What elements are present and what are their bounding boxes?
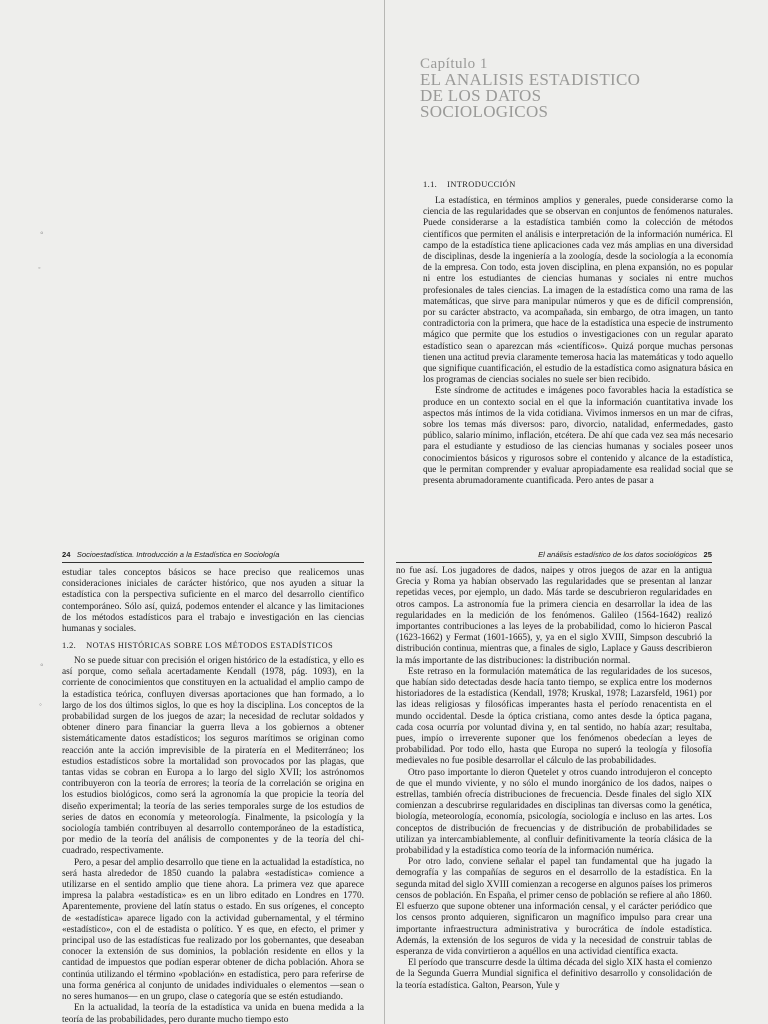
page-1 [420,0,768,512]
chapter-title: EL ANALISIS ESTADISTICO DE LOS DATOS SOCIOLOGICOS [420,70,641,121]
body-text [62,656,364,1024]
scan-speck: ◦ [39,700,42,709]
running-header [62,550,364,559]
section-number: 1.1. [423,180,438,189]
paragraph: Este retraso en la formulación matemática de las regularidades de los sucesos, que habían sido detectadas desde hacía tanto tiempo, se explica entre los modernos historiadores de la estadística (Kendall, 1978; Kruskal, 1978; Lazarsfeld, 1961) por las ideas religiosas y filosóficas imperantes hasta el período renacentista en el mundo occidental. Desde la óptica cristiana, como antes desde la óptica pagana, cada cosa ocurría por voluntad divina y, en tal sentido, no había azar; resultaba, pues, impío o irreverente suponer que los fenómenos obedecían a leyes de probabilidad. Por todo ello, hasta que Europa no superó la teología y filosofía medievales no fue posible desarrollar el cálculo de las probabilidades. [396,666,712,767]
paragraph: Por otro lado, conviene señalar el papel tan fundamental que ha jugado la demografía y las compañías de seguros en el desarrollo de la estadística. En la segunda mitad del siglo XVIII comienzan a recogerse en algunos países los primeros censos de población. En España, el primer censo de población se refiere al año 1860. El esfuerzo que supone obtener una información censal, y el carácter periódico que los censos pronto adquieren, significaron un magnífico impulso para crear una importante infraestructura administrativa y burocrática de índole estadística. Además, la extensión de los seguros de vida y la necesidad de construir tablas de esperanza de vida convirtieron a aquéllos en una actividad científica exacta. [396,857,712,957]
paragraph: El período que transcurre desde la última década del siglo XIX hasta el comienzo de la Segunda Guerra Mundial significa el definitivo desarrollo y consolidación de la teoría estadística. Galton, Pearson, Yule y [396,958,712,991]
scan-speck: ◦ [40,228,44,239]
body-text [423,196,733,487]
page-number: 25 [703,550,712,559]
paragraph: La estadística, en términos amplios y generales, puede considerarse como la ciencia de las regularidades que se observan en conjuntos de fenómenos naturales. Puede considerarse a la estadística también como la colección de métodos científicos que permiten el análisis e interpretación de la información numérica. El campo de la estadística tiene aplicaciones cada vez más amplias en una diversidad de disciplinas, desde la ingeniería a la zoología, desde la sociología a la economía de la empresa. Con todo, esta joven disciplina, en plena expansión, no es popular ni entre los estudiantes de ciencias humanas y sociales ni entre muchos profesionales de tales ciencias. La imagen de la estadística como una rama de las matemáticas, que sirve para manipular números y que es de difícil comprensión, por su carácter abstracto, va acompañada, sin embargo, de otra imagen, un tanto contradictoria con la primera, que hace de la estadística una especie de instrumento mágico que permite que los estudios o investigaciones con un regular aparato estadístico sean o aparezcan más «científicos». Quizá porque muchas personas tienen una actitud previa claramente temerosa hacia las matemáticas y todo aquello que signifique cuantificación, el estudio de la estadística como asignatura básica en los programas de ciencias sociales no suele ser bien recibido. [423,196,733,386]
header-rule [396,562,712,563]
section-heading [423,180,516,189]
paragraph: Este síndrome de actitudes e imágenes poco favorables hacia la estadística se produce en un contexto social en el que la información cuantitativa invade los aspectos más íntimos de la vida cotidiana. Vivimos inmersos en un mar de cifras, sobre los temas más diversos: paro, divorcio, natalidad, enfermedades, gasto público, salario mínimo, inflación, etcétera. De ahí que cada vez sea más necesario para el estudiante y estudioso de las ciencias humanas y sociales poseer unos conocimientos básicos y rigurosos sobre el contenido y alcance de la estadística, que le permitan comprender y evaluar apropiadamente esa realidad social que se presenta abrumadoramente cuantificada. Pero antes de pasar a [423,386,733,487]
page-25 [396,512,712,1024]
page-number: 24 [62,550,71,559]
page-gutter [384,0,385,512]
paragraph: Pero, a pesar del amplio desarrollo que tiene en la actualidad la estadística, no será hasta alrededor de 1850 cuando la palabra «estadística» comience a utilizarse en el sentido amplio que tiene ahora. La primera vez que aparece impresa la palabra «estadística» es en un libro editado en Londres en 1770. Aparentemente, proviene del latín status o estado. En sus orígenes, el concepto de «estadística» aparece ligado con la actividad gubernamental, y el término «estadístico», con el de estadista o político. Y es que, en efecto, el primer y principal uso de las estadísticas fue realizado por los gobernantes, que deseaban conocer la extensión de sus dominios, la población residente en ellos y la cantidad de impuestos que podían esperar obtener de dicha población. Ahora se continúa utilizando el término «población» en estadística, pero para referirse de una forma genérica al conjunto de unidades individuales o elementos —sean o no seres humanos— en un grupo, clase o categoría que se estén estudiando. [62,857,364,1003]
paragraph: En la actualidad, la teoría de la estadística va unida en buena medida a la teoría de las probabilidades, pero durante mucho tiempo esto [62,1003,364,1024]
scan-speck: ◦ [40,660,44,671]
section-title: NOTAS HISTÓRICAS SOBRE LOS MÉTODOS ESTADÍSTICOS [86,641,334,650]
body-text [396,566,712,992]
section-number: 1.2. [62,641,77,650]
section-title: INTRODUCCIÓN [447,180,516,189]
paragraph: estudiar tales conceptos básicos se hace preciso que realicemos unas consideraciones iniciales de carácter histórico, que nos ayuden a situar la estadística con la perspectiva suficiente en el marco del desarrollo científico contemporáneo. Sólo así, quizá, podemos entender el alcance y las limitaciones de los métodos estadísticos para el trabajo e investigación en las ciencias humanas y sociales. [62,568,364,635]
running-title: El análisis estadístico de los datos sociológicos [538,550,698,559]
paragraph: Otro paso importante lo dieron Quetelet y otros cuando introdujeron el concepto de que el mundo viviente, y no sólo el mundo inorgánico de los dados, naipes o estrellas, también ofrecía distribuciones de frecuencia. Desde finales del siglo XIX comienzan a descubrirse regularidades en disciplinas tan diversas como la genética, biología, meteorología, economía, psicología, sociología e incluso en las artes. Los conceptos de distribución de frecuencias y de distribución de probabilidades se utilizan ya intercambiablemente, al confluir definitivamente la teoría clásica de la probabilidad y la estadística como teoría de la información numérica. [396,767,712,857]
scan-sheet-bottom [0,512,768,1024]
page-gutter [384,512,385,1024]
body-text [62,568,364,635]
scan-speck: ◦ [38,264,41,272]
section-heading [62,641,333,650]
page-24 [62,512,364,1024]
chapter-label: Capítulo 1 [420,56,488,72]
paragraph: no fue así. Los jugadores de dados, naipes y otros juegos de azar en la antigua Grecia y Roma ya habían observado las regularidades que se presentan al lanzar repetidas veces, por ejemplo, un dado. Más tarde se descubrieron regularidades en otros campos. La astronomía fue la primera ciencia en desarrollar la idea de las regularidades en la medición de los fenómenos. Galileo (1564-1642) realizó importantes contribuciones a las leyes de la probabilidad, como lo hicieron Pascal (1623-1662) y Fermat (1601-1665), y, ya en el siglo XVIII, Simpson descubrió la distribución continua, mientras que, a finales de siglo, Laplace y Gauss describieron la más importante de las distribuciones: la distribución normal. [396,566,712,666]
header-rule [62,562,364,563]
running-header [396,550,712,559]
paragraph: No se puede situar con precisión el origen histórico de la estadística, y ello es así porque, como señala acertadamente Kendall (1978, pág. 1093), en la corriente de conocimientos que constituyen en la actualidad el amplio campo de la estadística teórica, confluyen diversas aportaciones que han formado, a lo largo de los dos últimos siglos, lo que es hoy la disciplina. Los conceptos de la probabilidad surgen de los juegos de azar; la necesidad de reclutar soldados y obtener dinero para financiar la guerra lleva a los gobiernos a obtener sistemáticamente datos estadísticos; los seguros marítimos se originan como reacción ante la acción imprevisible de la piratería en el Mediterráneo; los estudios estadísticos sobre la mortalidad son provocados por las plagas, que tantas vidas se cobran en Europa a lo largo del siglo XVII; los astrónomos contribuyeron con la teoría de errores; la teoría de la correlación se origina en los estudios biológicos, como será la agronomía la que propicie la teoría del diseño experimental; la teoría de las series temporales surge de los estudios de series de datos en economía y meteorología. Finalmente, la psicología y la sociología también contribuyen al desarrollo contemporáneo de la estadística, por medio de la teoría del análisis de componentes y de la teoría del chi-cuadrado, respectivamente. [62,656,364,857]
running-title: Socioestadística. Introducción a la Estadística en Sociología [76,550,280,559]
